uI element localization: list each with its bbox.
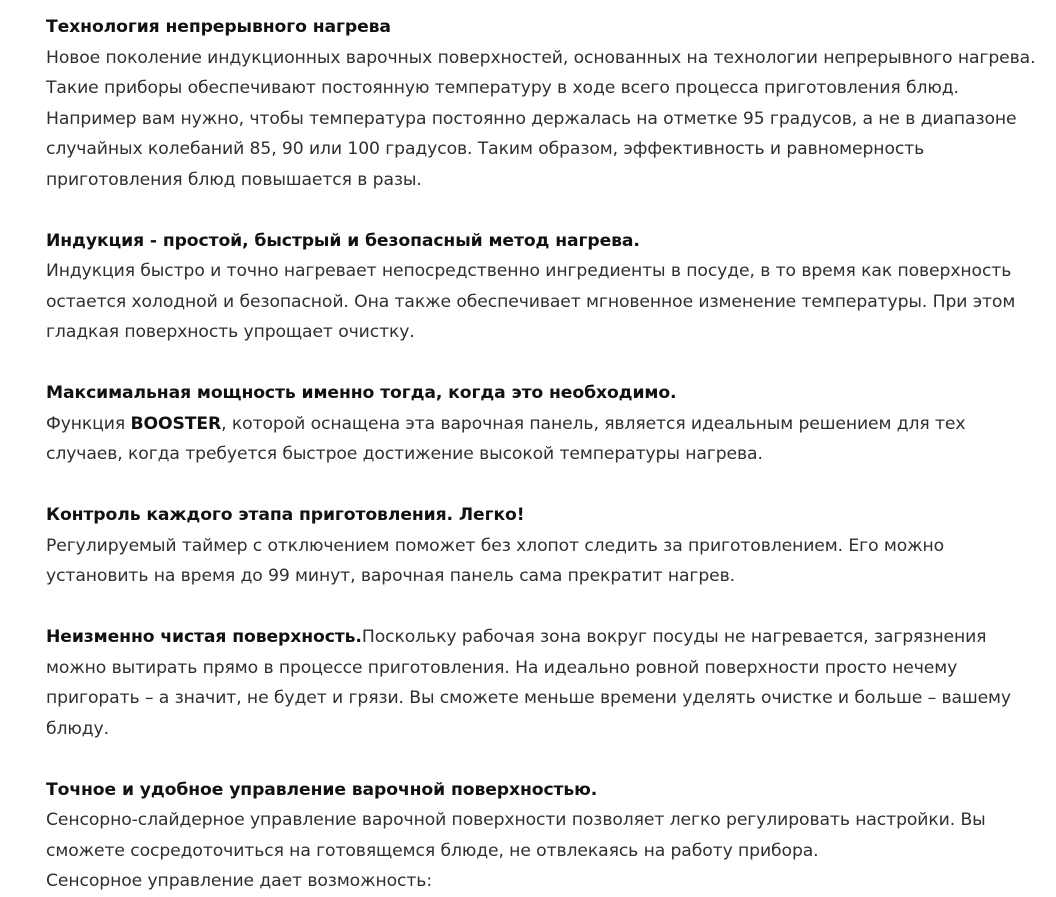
paragraph-line: пригорать – а значит, не будет и грязи. Вы сможете меньше времени уделять очистке и больше – вашему xyxy=(46,688,1011,708)
booster-term: BOOSTER xyxy=(130,413,222,434)
paragraph-line: Такие приборы обеспечивают постоянную температуру в ходе всего процесса приготовления блюд. xyxy=(46,78,959,98)
section-induction xyxy=(46,226,1056,348)
section-heading: Индукция - простой, быстрый и безопасный метод нагрева. xyxy=(46,230,640,251)
paragraph-line: блюду. xyxy=(46,718,109,739)
paragraph-line: Индукция быстро и точно нагревает непосредственно ингредиенты в посуде, в то время как поверхность xyxy=(46,261,1012,281)
article-body xyxy=(46,12,1056,897)
section-continuous-heating xyxy=(46,12,1056,195)
section-heading: Точное и удобное управление варочной поверхностью. xyxy=(46,779,598,800)
text-fragment: , которой оснащена эта варочная панель, является идеальным решением для тех xyxy=(221,413,966,434)
paragraph-line: Например вам нужно, чтобы температура постоянно держалась на отметке 95 градусов, а не в диапазоне xyxy=(46,108,1017,129)
section-heading: Технология непрерывного нагрева xyxy=(46,17,391,37)
section-heading: Контроль каждого этапа приготовления. Легко! xyxy=(46,505,525,525)
section-timer-control xyxy=(46,500,1056,592)
section-spacer xyxy=(46,592,1056,623)
text-fragment: Поскольку рабочая зона вокруг посуды не нагревается, загрязнения xyxy=(361,627,987,647)
paragraph-line: Новое поколение индукционных варочных поверхностей, основанных на технологии непрерывного нагрева. xyxy=(46,47,1036,68)
section-heading: Неизменно чистая поверхность. xyxy=(46,627,362,647)
section-heading: Максимальная мощность именно тогда, когда это необходимо. xyxy=(46,383,677,403)
paragraph-line: случаев, когда требуется быстрое достижение высокой температуры нагрева. xyxy=(46,444,763,464)
paragraph-line: установить на время до 99 минут, варочная панель сама прекратит нагрев. xyxy=(46,566,736,586)
paragraph-line: гладкая поверхность упрощает очистку. xyxy=(46,322,415,342)
section-max-power xyxy=(46,378,1056,470)
paragraph-line: случайных колебаний 85, 90 или 100 градусов. Таким образом, эффективность и равномерность xyxy=(46,139,925,159)
paragraph-line xyxy=(46,622,1056,653)
paragraph-line: Сенсорно-слайдерное управление варочной поверхности позволяет легко регулировать настройки. Вы xyxy=(46,810,986,830)
paragraph-line: сможете сосредоточиться на готовящемся блюде, не отвлекаясь на работу прибора. xyxy=(46,840,819,861)
paragraph-line: Регулируемый таймер с отключением поможет без хлопот следить за приготовлением. Его можно xyxy=(46,535,945,556)
paragraph-line: остается холодной и безопасной. Она также обеспечивает мгновенное изменение температуры. При этом xyxy=(46,291,1016,312)
section-spacer xyxy=(46,470,1056,501)
paragraph-line: Сенсорное управление дает возможность: xyxy=(46,871,433,891)
section-spacer xyxy=(46,744,1056,775)
paragraph-line: приготовления блюд повышается в разы. xyxy=(46,169,422,190)
section-spacer xyxy=(46,195,1056,226)
text-fragment: Функция xyxy=(46,413,131,434)
section-clean-surface xyxy=(46,622,1056,744)
paragraph-line: можно вытирать прямо в процессе приготовления. На идеально ровной поверхности просто нечему xyxy=(46,657,958,678)
paragraph-line xyxy=(46,409,1056,440)
section-touch-control xyxy=(46,775,1056,897)
section-spacer xyxy=(46,348,1056,379)
